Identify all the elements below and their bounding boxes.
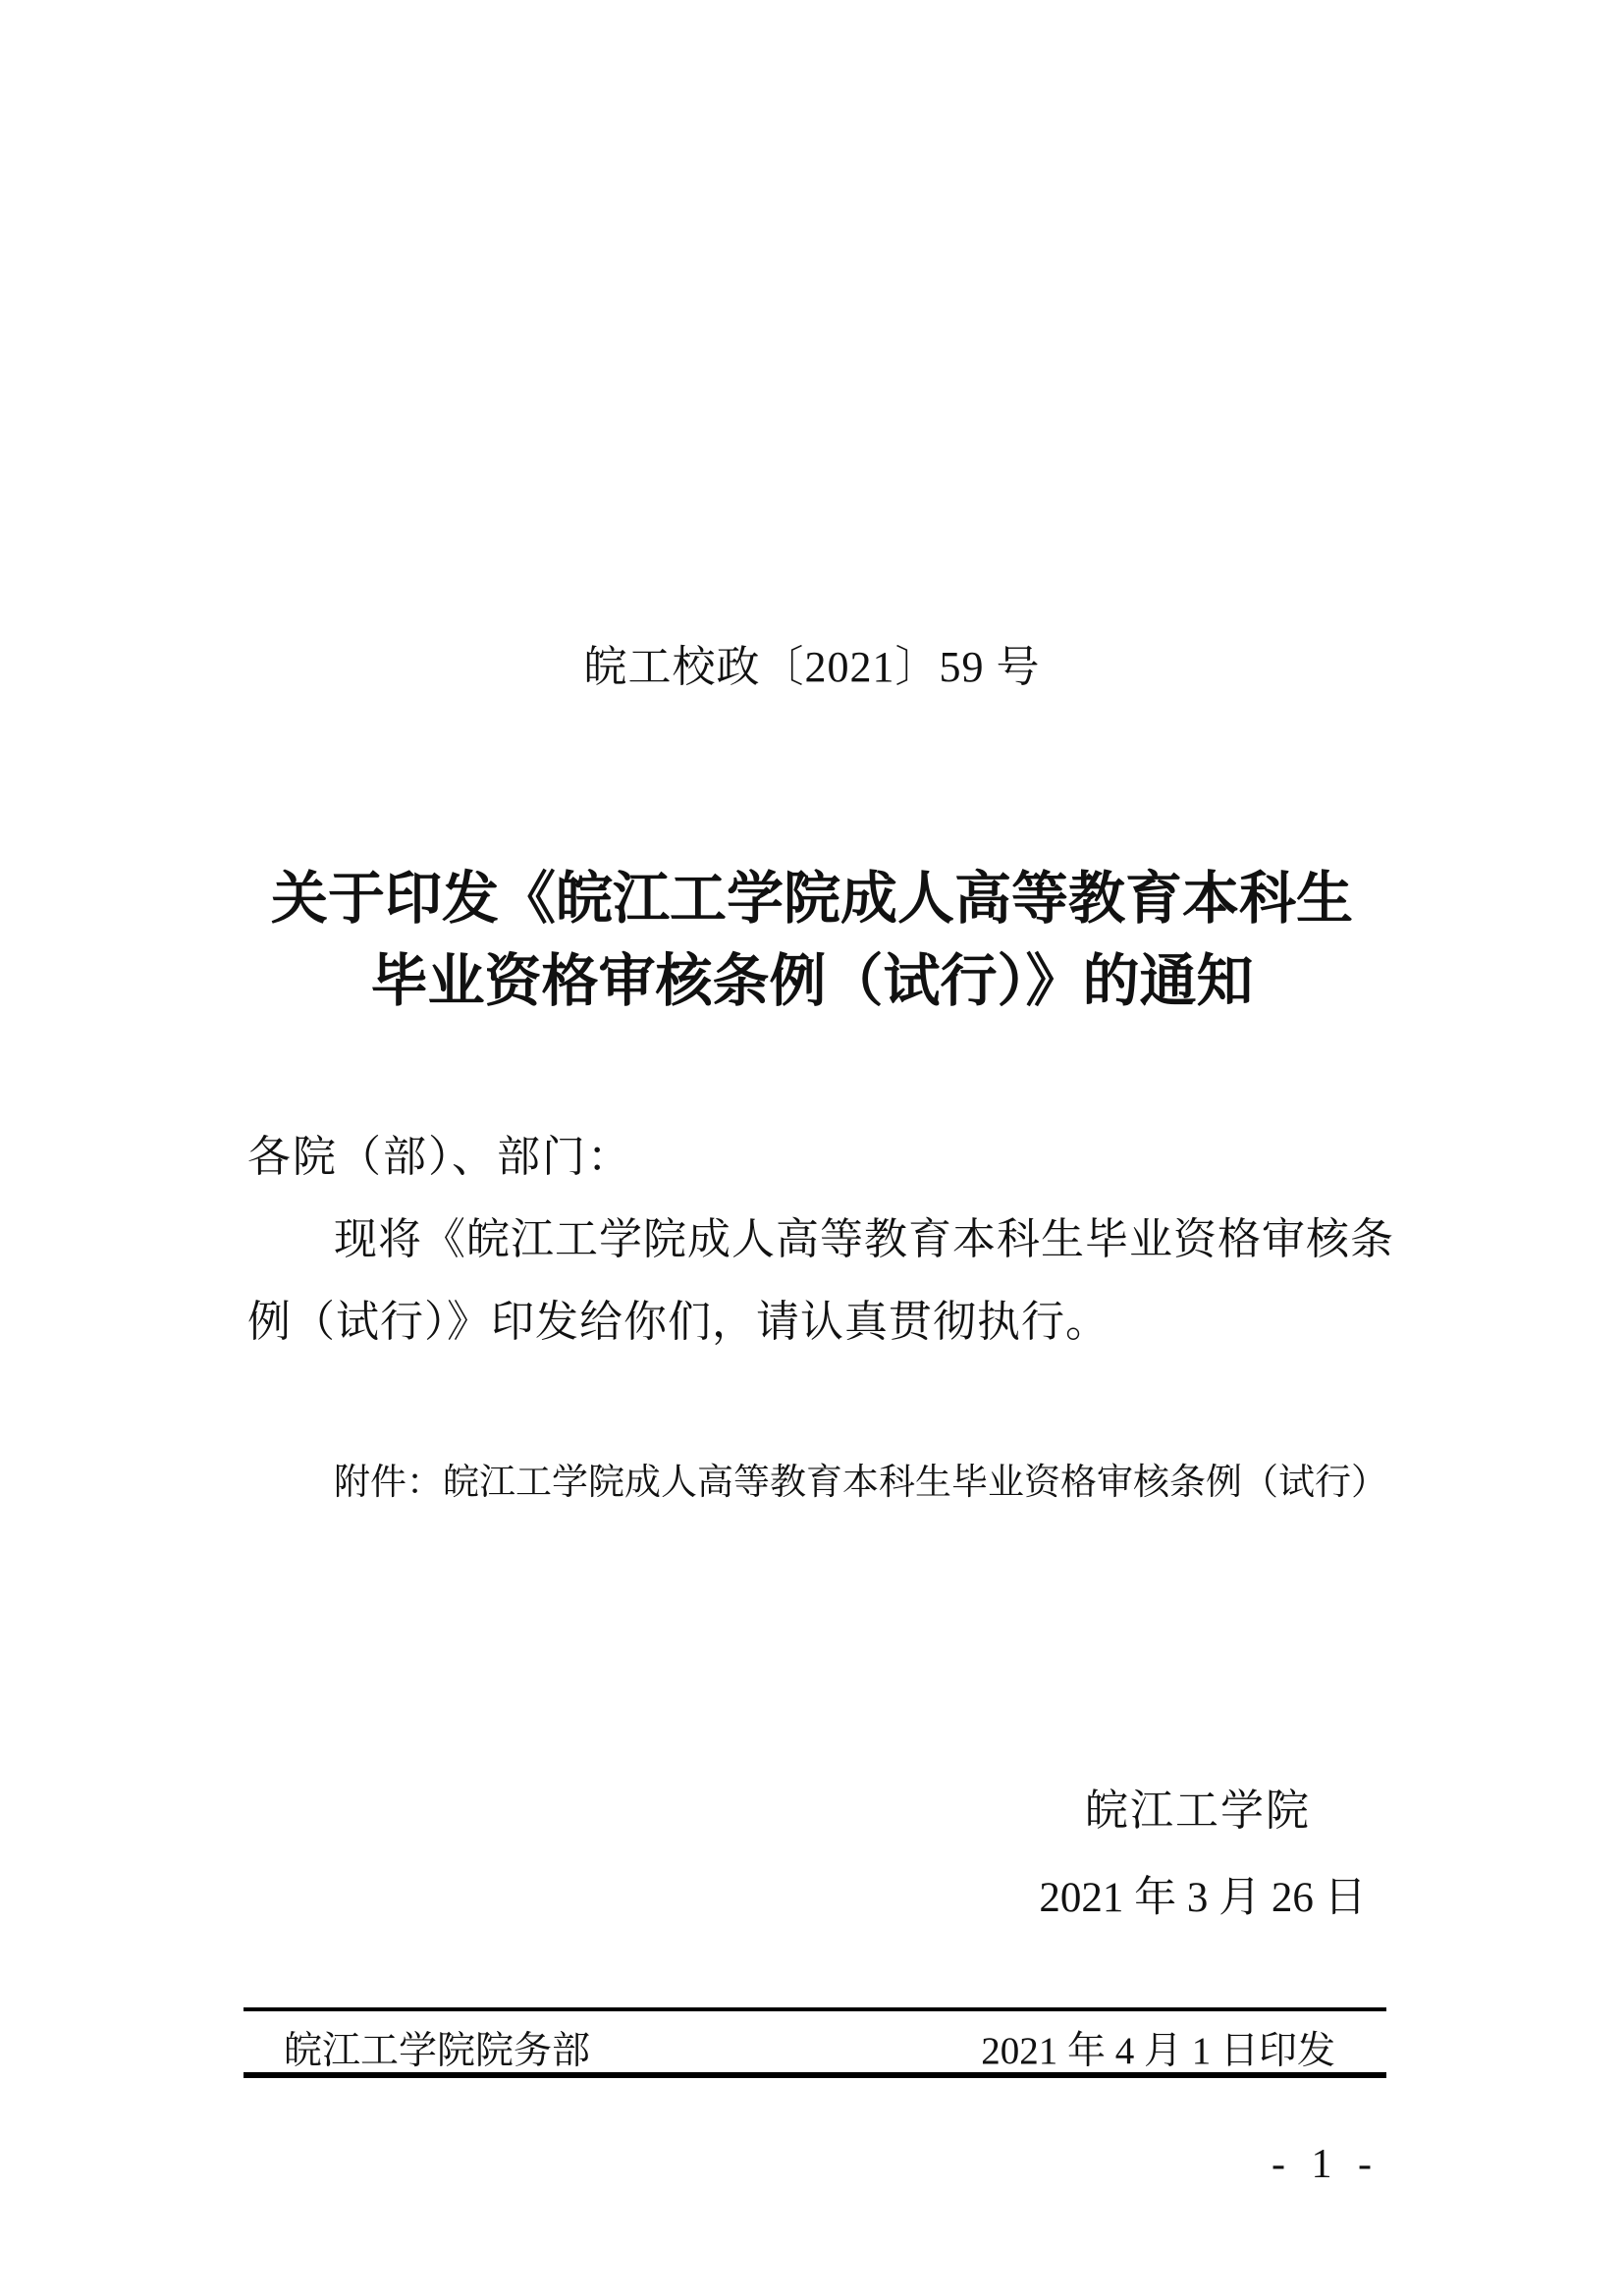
footer-issuing-office: 皖江工学院院务部 (284, 2030, 591, 2072)
signature-date: 2021 年 3 月 26 日 (1039, 1875, 1367, 1921)
footer-rule-bottom (244, 2072, 1386, 2078)
page-number: - 1 - (1272, 2142, 1380, 2187)
body-text-line-2: 例（试行）》印发给你们，请认真贯彻执行。 (247, 1298, 1110, 1346)
salutation: 各院（部）、部门： (247, 1133, 632, 1181)
signature-organization: 皖江工学院 (1085, 1787, 1311, 1835)
footer-rule-top (244, 2007, 1386, 2011)
document-reference-number: 皖工校政〔2021〕59 号 (583, 643, 1041, 691)
footer-print-date: 2021 年 4 月 1 日印发 (981, 2030, 1335, 2072)
notice-title-line-2: 毕业资格审核条例（试行）》的通知 (370, 949, 1254, 1013)
attachment-note: 附件：皖江工学院成人高等教育本科生毕业资格审核条例（试行） (334, 1463, 1387, 1503)
body-text-line-1: 现将《皖江工学院成人高等教育本科生毕业资格审核条 (334, 1215, 1394, 1263)
notice-title-line-1: 关于印发《皖江工学院成人高等教育本科生 (270, 867, 1353, 931)
